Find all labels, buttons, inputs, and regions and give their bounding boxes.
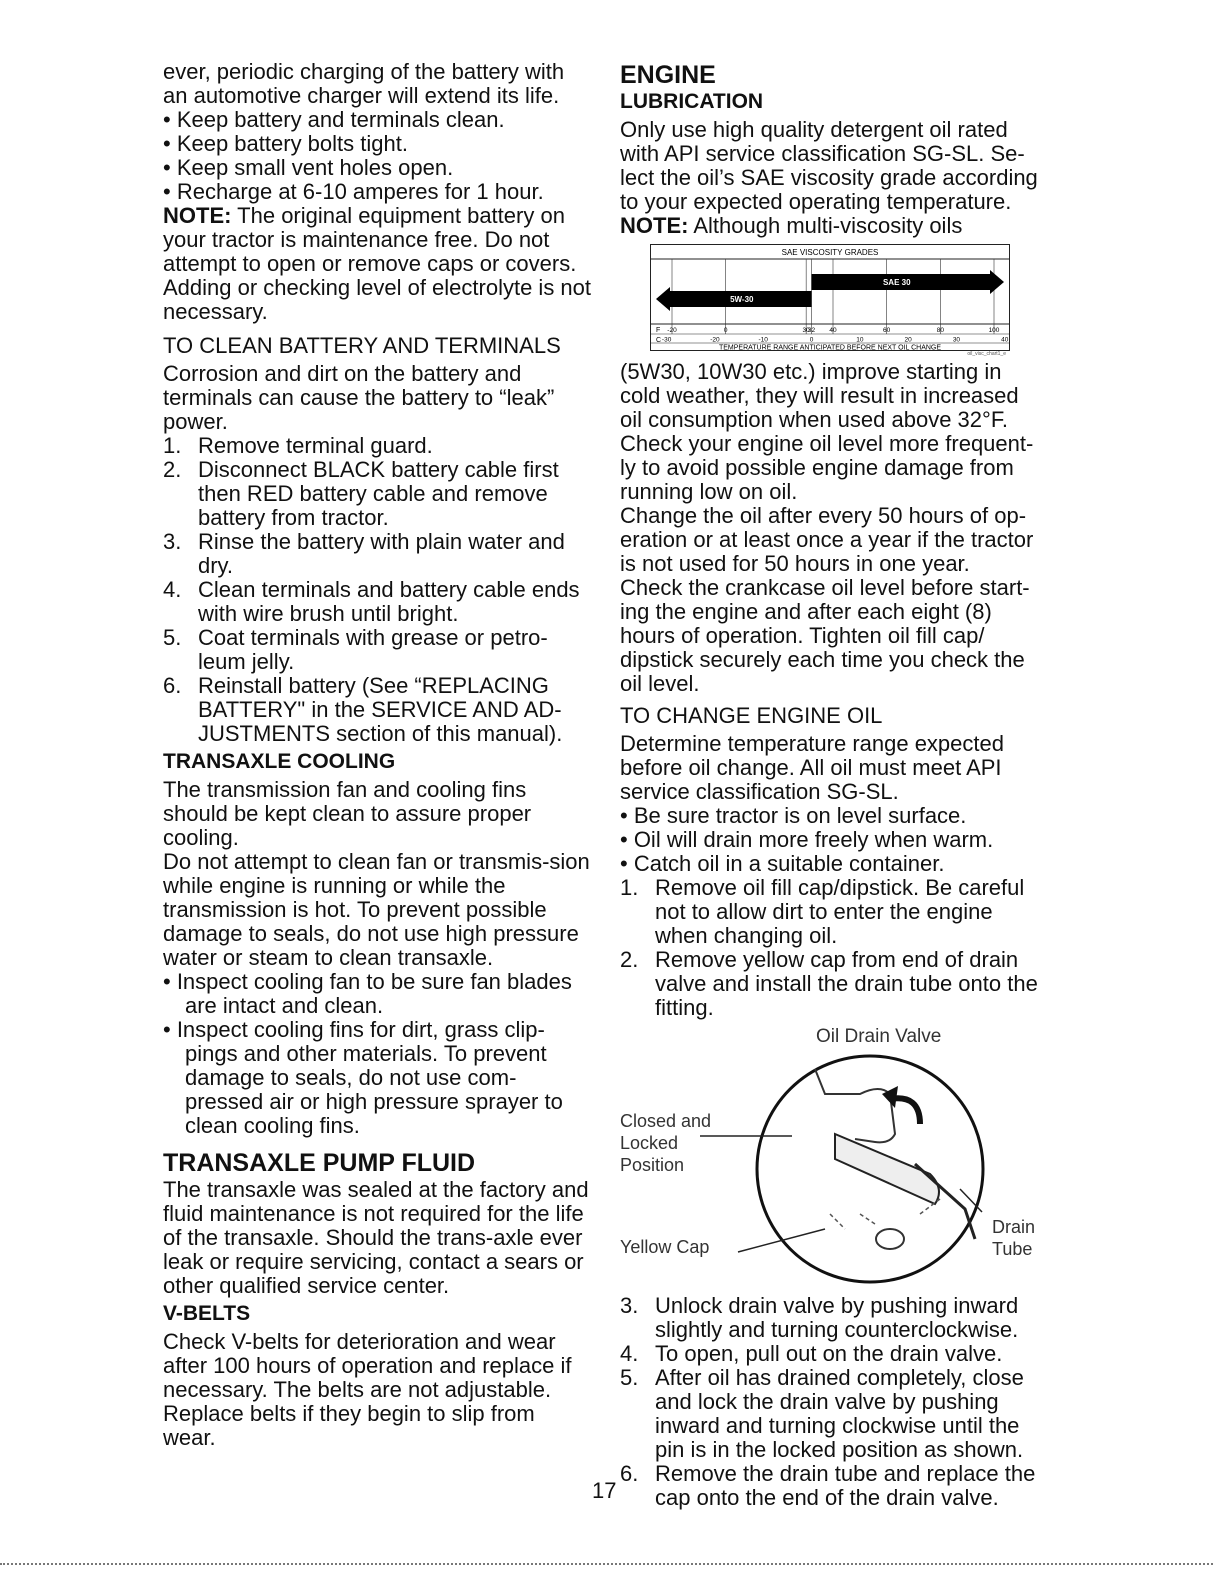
step-text: Reinstall battery (See “REPLACING BATTERY" in the SERVICE AND AD-JUSTMENTS section of this manual). bbox=[198, 673, 563, 746]
step-number: 2. bbox=[163, 457, 182, 482]
pump-fluid-heading: TRANSAXLE PUMP FLUID bbox=[163, 1149, 476, 1177]
step-text: Rinse the battery with plain water and dry. bbox=[198, 529, 565, 578]
note-label: NOTE: bbox=[163, 203, 232, 228]
celsius-tick-label: -20 bbox=[710, 336, 720, 344]
right-column bbox=[620, 60, 1040, 1510]
step-number: 3. bbox=[620, 1293, 639, 1318]
chart-bars bbox=[656, 270, 1004, 311]
change-oil-step bbox=[620, 876, 1040, 948]
step-text: Remove terminal guard. bbox=[198, 433, 433, 458]
fahrenheit-tick-label: 80 bbox=[936, 327, 944, 334]
cap-leader-line bbox=[738, 1229, 825, 1252]
step-text: Remove yellow cap from end of drain valve and install the drain tube onto the fitting. bbox=[655, 947, 1038, 1020]
battery-intro: ever, periodic charging of the battery with an automotive charger will extend its life. bbox=[163, 59, 565, 108]
clean-step bbox=[163, 434, 593, 458]
fahrenheit-tick-label: 32 bbox=[807, 327, 816, 334]
chart-title: SAE VISCOSITY GRADES bbox=[781, 248, 879, 257]
celsius-tick-label: 40 bbox=[1001, 336, 1009, 344]
step-number: 5. bbox=[163, 625, 182, 650]
celsius-tick-label: -30 bbox=[661, 336, 672, 344]
transaxle-cooling-heading: TRANSAXLE COOLING bbox=[163, 750, 396, 773]
hidden-lines bbox=[830, 1199, 940, 1229]
step-number: 1. bbox=[620, 875, 639, 900]
figure-title: Oil Drain Valve bbox=[816, 1026, 942, 1047]
fahrenheit-tick-label: 0 bbox=[723, 327, 728, 334]
drain-step bbox=[620, 1462, 1040, 1510]
bottom-rule bbox=[0, 1563, 1213, 1565]
clean-intro: Corrosion and dirt on the battery and terminals can cause the battery to “leak” power. bbox=[163, 361, 555, 434]
change-oil-intro: Determine temperature range expected before oil change. All oil must meet API service classification SG-SL. bbox=[620, 731, 1004, 804]
fahrenheit-ticks bbox=[667, 327, 1000, 334]
step-number: 5. bbox=[620, 1365, 639, 1390]
celsius-tick-label: 20 bbox=[904, 336, 912, 344]
cooling-paragraph: Do not attempt to clean fan or transmis-sion while engine is running or while the transmission is hot. To prevent possible damage to seals, do not use high pressure water or steam to clean transaxle. bbox=[163, 849, 590, 970]
step-text: After oil has drained completely, close and lock the drain valve by pushing inward and turning clockwise until the pin is in the locked position as shown. bbox=[655, 1365, 1024, 1462]
change-oil-step bbox=[620, 948, 1040, 1020]
step-text: To open, pull out on the drain valve. bbox=[655, 1341, 1003, 1366]
fahrenheit-tick-label: 30 bbox=[802, 327, 810, 334]
note-label: NOTE: bbox=[620, 213, 689, 238]
engine-heading: ENGINE bbox=[620, 61, 716, 89]
fahrenheit-label: F bbox=[656, 327, 661, 334]
battery-bullet: • Recharge at 6-10 amperes for 1 hour. bbox=[163, 179, 544, 204]
celsius-ticks bbox=[662, 337, 1009, 344]
change-oil-bullet: • Catch oil in a suitable container. bbox=[620, 851, 945, 876]
step-text: Coat terminals with grease or petro-leum jelly. bbox=[198, 625, 548, 674]
step-number: 1. bbox=[163, 433, 182, 458]
series-label: SAE 30 bbox=[882, 278, 911, 287]
celsius-tick-label: 30 bbox=[952, 336, 961, 344]
cooling-paragraph: The transmission fan and cooling fins should be kept clean to assure proper cooling. bbox=[163, 777, 532, 850]
fahrenheit-tick-label: 60 bbox=[883, 327, 891, 334]
valve-body bbox=[815, 1069, 895, 1142]
oil-drain-valve-figure bbox=[620, 1024, 1050, 1284]
battery-note bbox=[163, 204, 593, 324]
clean-battery-heading: TO CLEAN BATTERY AND TERMINALS bbox=[163, 333, 561, 358]
check-level-text: Check the crankcase oil level before start-ing the engine and after each eight (8) hours of operation. Tighten oil fill cap/ dipstick securely each time you check the oil level. bbox=[620, 575, 1030, 696]
step-number: 6. bbox=[163, 673, 182, 698]
lubrication-text: Only use high quality detergent oil rated with API service classification SG-SL. Se-lect the oil’s SAE viscosity grade according to your expected operating temperature. bbox=[620, 117, 1038, 214]
series-label: 5W-30 bbox=[730, 295, 754, 304]
left-column bbox=[163, 60, 593, 1450]
battery-bullet: • Keep small vent holes open. bbox=[163, 155, 454, 180]
drain-step bbox=[620, 1342, 1040, 1366]
note-text: Although multi-viscosity oils bbox=[688, 213, 963, 238]
sae-viscosity-chart bbox=[650, 244, 1010, 356]
change-oil-heading: TO CHANGE ENGINE OIL bbox=[620, 703, 883, 728]
cooling-bullet: • Inspect cooling fins for dirt, grass clip-pings and other materials. To prevent damage to seals, do not use com-pressed air or high pressure sprayer to clean cooling fins. bbox=[163, 1017, 563, 1138]
note-text: The original equipment battery on your tractor is maintenance free. Do not attempt to open or remove caps or covers. Adding or checking level of electrolyte is not necessary. bbox=[163, 203, 592, 324]
change-oil-bullet: • Oil will drain more freely when warm. bbox=[620, 827, 994, 852]
battery-bullet: • Keep battery bolts tight. bbox=[163, 131, 408, 156]
drain-valve-steps bbox=[620, 1294, 1040, 1510]
fahrenheit-tick-label: -20 bbox=[667, 327, 677, 334]
celsius-label: C bbox=[656, 337, 662, 344]
page-number: 17 bbox=[592, 1478, 617, 1503]
step-number: 6. bbox=[620, 1461, 639, 1486]
step-number: 4. bbox=[620, 1341, 639, 1366]
closed-locked-label: Closed and Locked Position bbox=[620, 1111, 712, 1175]
v-belts-heading: V-BELTS bbox=[163, 1302, 251, 1325]
celsius-tick-label: 10 bbox=[856, 336, 864, 344]
yellow-cap-label: Yellow Cap bbox=[620, 1237, 710, 1257]
clean-steps-list bbox=[163, 434, 593, 746]
chart-code: oil_visc_chart1_e bbox=[967, 351, 1006, 356]
cooling-bullet: • Inspect cooling fan to be sure fan blades are intact and clean. bbox=[163, 969, 572, 1018]
valve-stem bbox=[835, 1134, 939, 1204]
clean-step bbox=[163, 578, 593, 626]
drain-step bbox=[620, 1366, 1040, 1462]
v-belts-text: Check V-belts for deterioration and wear after 100 hours of operation and replace if necessary. The belts are not adjustable. Replace belts if they begin to slip from wear. bbox=[163, 1329, 572, 1450]
clean-step bbox=[163, 626, 593, 674]
step-number: 3. bbox=[163, 529, 182, 554]
clean-step bbox=[163, 458, 593, 530]
celsius-tick-label: 0 bbox=[809, 336, 814, 344]
celsius-tick-label: -10 bbox=[758, 336, 768, 344]
lubrication-heading: LUBRICATION bbox=[620, 90, 764, 113]
step-text: Unlock drain valve by pushing inward slightly and turning counterclockwise. bbox=[655, 1293, 1019, 1342]
step-text: Disconnect BLACK battery cable first then RED battery cable and remove battery from tractor. bbox=[198, 457, 559, 530]
fahrenheit-tick-label: 100 bbox=[988, 327, 1000, 334]
yellow-cap-shape bbox=[876, 1229, 904, 1249]
step-number: 4. bbox=[163, 577, 182, 602]
change-oil-steps bbox=[620, 876, 1040, 1020]
multi-viscosity-text: (5W30, 10W30 etc.) improve starting in cold weather, they will result in increased oil consumption when used above 32°F. Check your engine oil level more frequent-ly to avoid possible engine damage from running low on oil. bbox=[620, 359, 1034, 504]
pump-fluid-text: The transaxle was sealed at the factory and fluid maintenance is not required for the life of the transaxle. Should the trans-axle ever leak or require servicing, contact a sears or other qualified service center. bbox=[163, 1177, 589, 1298]
step-text: Remove the drain tube and replace the cap onto the end of the drain valve. bbox=[655, 1461, 1036, 1510]
lubrication-note bbox=[620, 214, 1040, 238]
step-text: Remove oil fill cap/dipstick. Be careful not to allow dirt to enter the engine when changing oil. bbox=[655, 875, 1025, 948]
change-oil-bullet: • Be sure tractor is on level surface. bbox=[620, 803, 967, 828]
step-number: 2. bbox=[620, 947, 639, 972]
fahrenheit-tick-label: 40 bbox=[829, 327, 837, 334]
step-text: Clean terminals and battery cable ends with wire brush until bright. bbox=[198, 577, 580, 626]
change-interval-text: Change the oil after every 50 hours of op-eration or at least once a year if the tractor is not used for 50 hours in one year. bbox=[620, 503, 1034, 576]
chart-xlabel: TEMPERATURE RANGE ANTICIPATED BEFORE NEXT OIL CHANGE bbox=[718, 344, 942, 352]
clean-step bbox=[163, 530, 593, 578]
drain-tube-label: Drain Tube bbox=[992, 1217, 1036, 1259]
clean-step bbox=[163, 674, 593, 746]
battery-bullet: • Keep battery and terminals clean. bbox=[163, 107, 505, 132]
drain-step bbox=[620, 1294, 1040, 1342]
